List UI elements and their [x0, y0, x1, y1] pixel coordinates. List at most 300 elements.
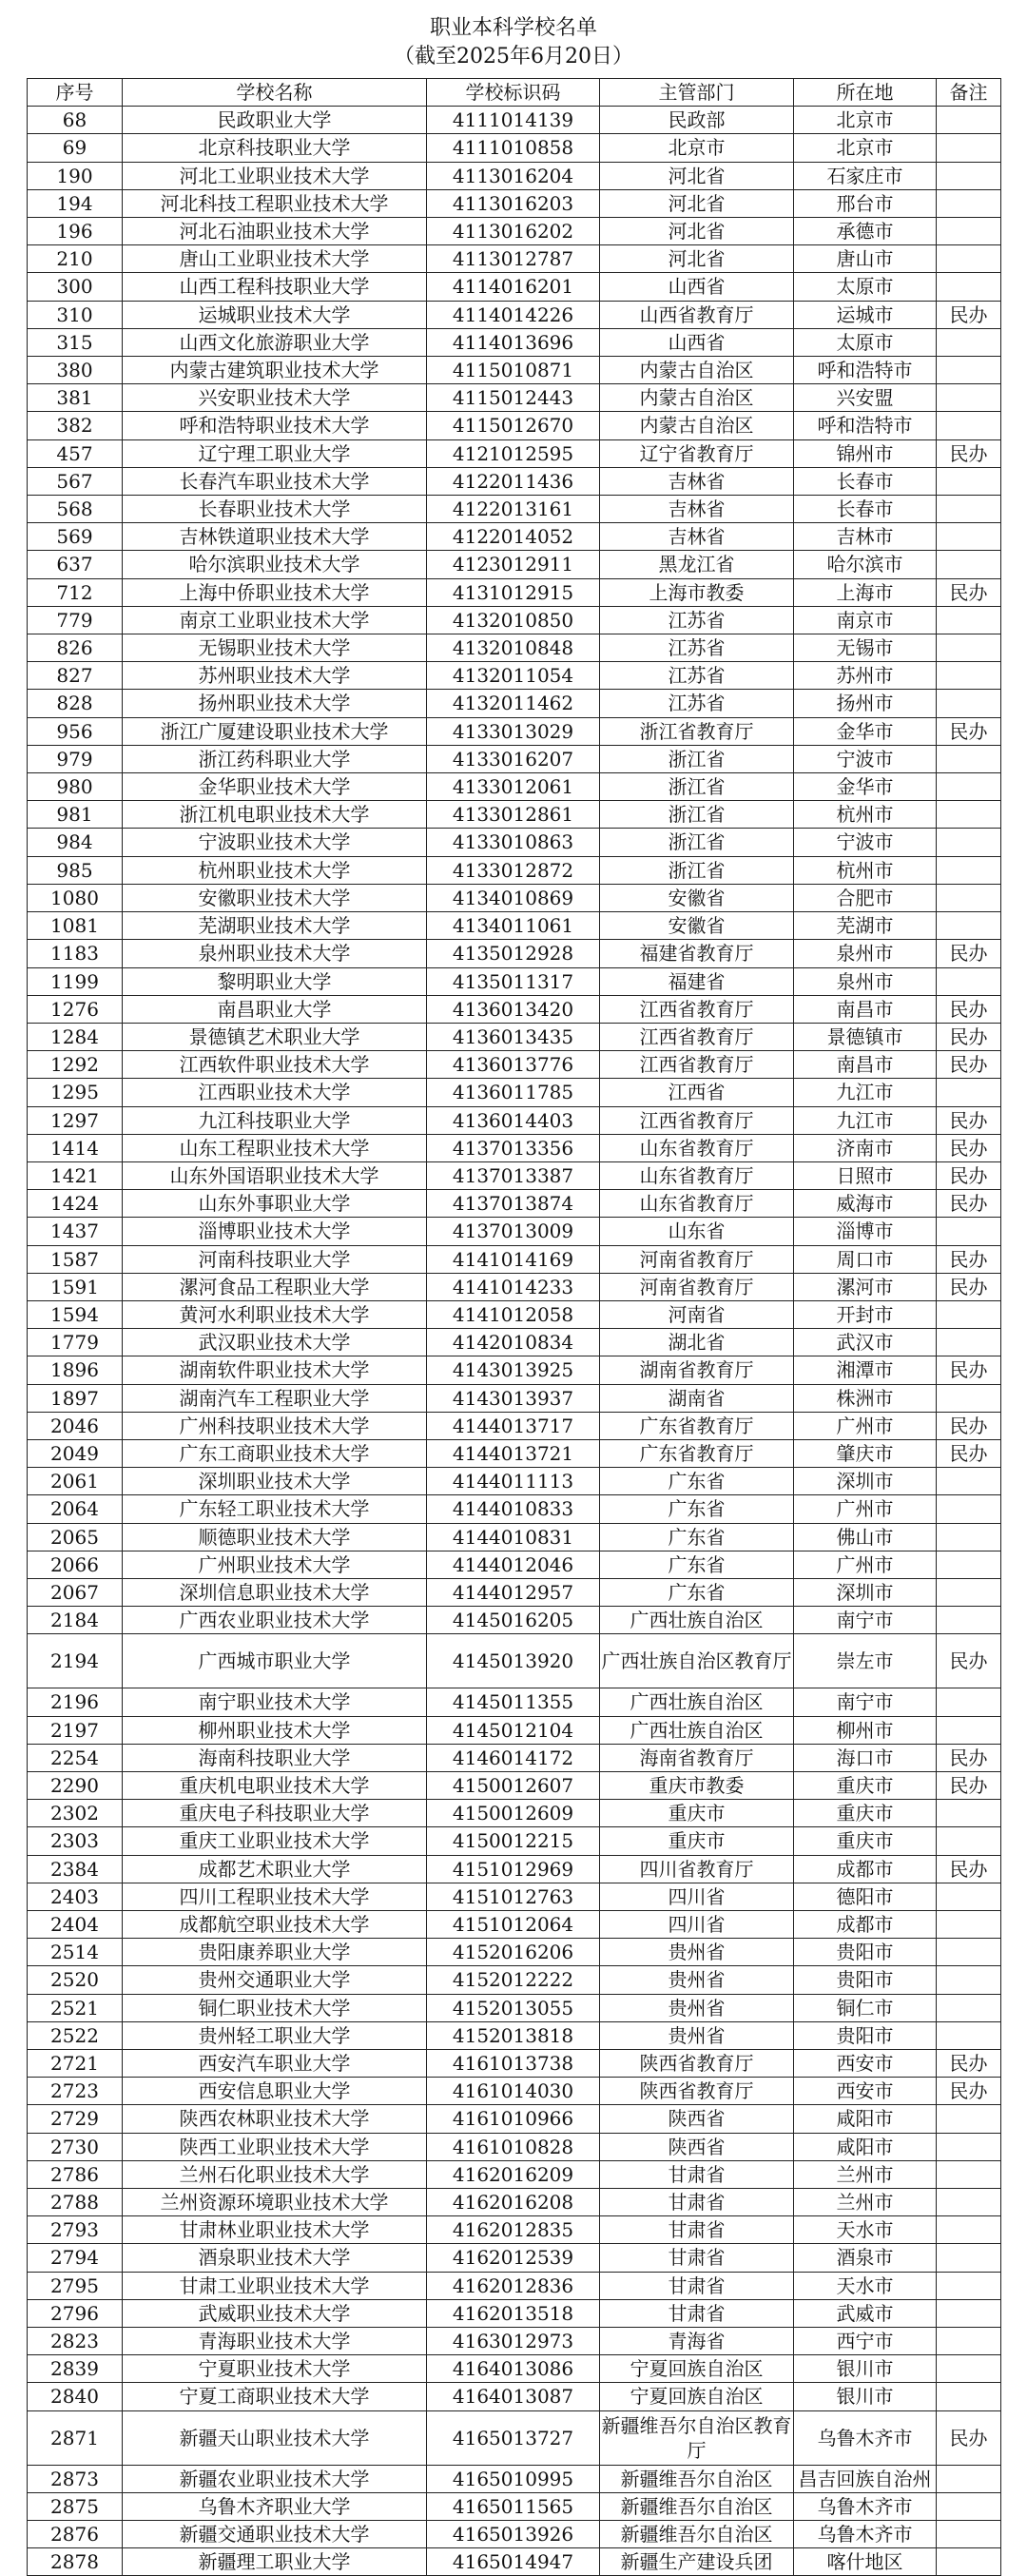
cell-department: 新疆维吾尔自治区 — [600, 2492, 794, 2520]
table-row — [28, 412, 1001, 439]
cell-remark — [937, 2272, 1001, 2299]
table-row — [28, 995, 1001, 1023]
header-school-name: 学校名称 — [123, 79, 427, 107]
cell-school-code: 4152016206 — [427, 1939, 600, 1966]
cell-location: 成都市 — [794, 1911, 937, 1939]
cell-location: 重庆市 — [794, 1800, 937, 1827]
cell-location: 深圳市 — [794, 1578, 937, 1606]
cell-serial: 2302 — [28, 1800, 123, 1827]
table-row — [28, 1273, 1001, 1300]
table-row — [28, 1495, 1001, 1523]
cell-serial: 2046 — [28, 1412, 123, 1439]
cell-department: 江苏省 — [600, 606, 794, 634]
cell-school-name: 柳州职业技术大学 — [123, 1716, 427, 1744]
cell-department: 上海市教委 — [600, 578, 794, 606]
cell-serial: 2303 — [28, 1827, 123, 1855]
cell-department: 陕西省教育厅 — [600, 2050, 794, 2078]
cell-serial: 2520 — [28, 1966, 123, 1994]
cell-school-code: 4122011436 — [427, 467, 600, 495]
cell-remark — [937, 1329, 1001, 1356]
table-row — [28, 1994, 1001, 2021]
cell-remark: 民办 — [937, 1771, 1001, 1799]
cell-department: 重庆市 — [600, 1827, 794, 1855]
cell-location: 运城市 — [794, 301, 937, 328]
table-row — [28, 523, 1001, 551]
cell-department: 广东省 — [600, 1578, 794, 1606]
cell-school-code: 4144010831 — [427, 1523, 600, 1551]
cell-serial: 2878 — [28, 2548, 123, 2576]
cell-department: 浙江省 — [600, 801, 794, 829]
cell-school-code: 4165013727 — [427, 2410, 600, 2465]
table-row — [28, 273, 1001, 301]
cell-remark — [937, 1551, 1001, 1578]
header-remark: 备注 — [937, 79, 1001, 107]
cell-department: 山东省 — [600, 1218, 794, 1245]
table-row — [28, 2021, 1001, 2049]
cell-location: 杭州市 — [794, 856, 937, 884]
cell-school-code: 4161010828 — [427, 2133, 600, 2160]
table-row — [28, 1800, 1001, 1827]
cell-school-code: 4136014403 — [427, 1106, 600, 1134]
table-row — [28, 1578, 1001, 1606]
cell-remark — [937, 1827, 1001, 1855]
cell-school-code: 4162016209 — [427, 2160, 600, 2188]
cell-department: 山西省教育厅 — [600, 301, 794, 328]
cell-remark — [937, 467, 1001, 495]
cell-school-code: 4150012607 — [427, 1771, 600, 1799]
cell-location: 景德镇市 — [794, 1023, 937, 1050]
cell-department: 广东省教育厅 — [600, 1439, 794, 1467]
cell-department: 广西壮族自治区教育厅 — [600, 1634, 794, 1688]
cell-school-code: 4134011061 — [427, 912, 600, 940]
cell-school-code: 4131012915 — [427, 578, 600, 606]
cell-remark — [937, 496, 1001, 523]
cell-location: 兰州市 — [794, 2160, 937, 2188]
cell-school-name: 武汉职业技术大学 — [123, 1329, 427, 1356]
cell-serial: 196 — [28, 218, 123, 245]
cell-school-code: 4165014947 — [427, 2548, 600, 2576]
cell-remark — [937, 829, 1001, 856]
cell-school-name: 广西农业职业技术大学 — [123, 1607, 427, 1634]
cell-school-code: 4114016201 — [427, 273, 600, 301]
cell-school-code: 4133010863 — [427, 829, 600, 856]
table-row — [28, 2272, 1001, 2299]
table-row — [28, 1716, 1001, 1744]
cell-school-name: 扬州职业技术大学 — [123, 690, 427, 717]
cell-remark — [937, 856, 1001, 884]
cell-remark — [937, 189, 1001, 217]
table-row — [28, 2299, 1001, 2327]
table-row — [28, 1966, 1001, 1994]
cell-remark — [937, 1994, 1001, 2021]
table-row — [28, 2216, 1001, 2244]
cell-department: 宁夏回族自治区 — [600, 2383, 794, 2410]
cell-school-name: 呼和浩特职业技术大学 — [123, 412, 427, 439]
cell-school-name: 乌鲁木齐职业大学 — [123, 2492, 427, 2520]
table-row — [28, 634, 1001, 662]
cell-department: 甘肃省 — [600, 2216, 794, 2244]
cell-remark — [937, 1883, 1001, 1910]
cell-serial: 1199 — [28, 967, 123, 995]
cell-serial: 2403 — [28, 1883, 123, 1910]
cell-serial: 300 — [28, 273, 123, 301]
cell-location: 邢台市 — [794, 189, 937, 217]
cell-location: 重庆市 — [794, 1771, 937, 1799]
header-school-code: 学校标识码 — [427, 79, 600, 107]
cell-school-name: 宁夏职业技术大学 — [123, 2355, 427, 2383]
cell-remark: 民办 — [937, 2410, 1001, 2465]
cell-school-code: 4114013696 — [427, 328, 600, 356]
cell-location: 武汉市 — [794, 1329, 937, 1356]
cell-school-name: 宁夏工商职业技术大学 — [123, 2383, 427, 2410]
cell-school-code: 4162016208 — [427, 2189, 600, 2216]
cell-serial: 1594 — [28, 1300, 123, 1328]
cell-location: 长春市 — [794, 496, 937, 523]
cell-serial: 1779 — [28, 1329, 123, 1356]
header-department: 主管部门 — [600, 79, 794, 107]
table-row — [28, 1523, 1001, 1551]
cell-remark — [937, 801, 1001, 829]
table-row — [28, 1161, 1001, 1189]
cell-remark — [937, 2133, 1001, 2160]
cell-school-code: 4151012969 — [427, 1855, 600, 1883]
cell-serial: 310 — [28, 301, 123, 328]
table-row — [28, 1911, 1001, 1939]
cell-location: 铜仁市 — [794, 1994, 937, 2021]
cell-department: 福建省 — [600, 967, 794, 995]
cell-serial: 69 — [28, 134, 123, 162]
cell-location: 苏州市 — [794, 662, 937, 690]
cell-school-code: 4164013087 — [427, 2383, 600, 2410]
cell-serial: 567 — [28, 467, 123, 495]
cell-serial: 2049 — [28, 1439, 123, 1467]
cell-remark — [937, 2328, 1001, 2355]
cell-school-code: 4146014172 — [427, 1744, 600, 1771]
table-row — [28, 218, 1001, 245]
cell-serial: 981 — [28, 801, 123, 829]
cell-school-name: 深圳信息职业技术大学 — [123, 1578, 427, 1606]
cell-department: 山西省 — [600, 328, 794, 356]
cell-remark: 民办 — [937, 1023, 1001, 1050]
cell-serial: 382 — [28, 412, 123, 439]
cell-serial: 1591 — [28, 1273, 123, 1300]
cell-location: 哈尔滨市 — [794, 551, 937, 578]
cell-location: 日照市 — [794, 1161, 937, 1189]
cell-location: 北京市 — [794, 107, 937, 134]
table-row — [28, 301, 1001, 328]
cell-serial: 2876 — [28, 2521, 123, 2548]
cell-remark — [937, 662, 1001, 690]
cell-remark — [937, 357, 1001, 384]
cell-school-name: 新疆交通职业技术大学 — [123, 2521, 427, 2548]
table-row — [28, 940, 1001, 967]
table-row — [28, 2078, 1001, 2105]
cell-location: 南宁市 — [794, 1607, 937, 1634]
table-row — [28, 1300, 1001, 1328]
cell-location: 银川市 — [794, 2383, 937, 2410]
cell-serial: 2839 — [28, 2355, 123, 2383]
table-row — [28, 2355, 1001, 2383]
cell-serial: 1897 — [28, 1384, 123, 1412]
header-serial: 序号 — [28, 79, 123, 107]
cell-school-name: 铜仁职业技术大学 — [123, 1994, 427, 2021]
cell-school-code: 4151012064 — [427, 1911, 600, 1939]
table-row — [28, 1827, 1001, 1855]
cell-school-name: 广东轻工职业技术大学 — [123, 1495, 427, 1523]
table-row — [28, 107, 1001, 134]
cell-location: 承德市 — [794, 218, 937, 245]
table-row — [28, 2050, 1001, 2078]
cell-department: 河北省 — [600, 162, 794, 189]
cell-department: 浙江省 — [600, 829, 794, 856]
table-row — [28, 1245, 1001, 1273]
cell-department: 民政部 — [600, 107, 794, 134]
cell-location: 呼和浩特市 — [794, 412, 937, 439]
table-row — [28, 1688, 1001, 1716]
cell-school-code: 4132011462 — [427, 690, 600, 717]
cell-location: 乌鲁木齐市 — [794, 2410, 937, 2465]
cell-location: 泉州市 — [794, 940, 937, 967]
table-row — [28, 578, 1001, 606]
cell-location: 兴安盟 — [794, 384, 937, 412]
table-row — [28, 384, 1001, 412]
cell-school-code: 4165011565 — [427, 2492, 600, 2520]
cell-location: 长春市 — [794, 467, 937, 495]
cell-school-code: 4144013717 — [427, 1412, 600, 1439]
cell-department: 内蒙古自治区 — [600, 357, 794, 384]
cell-school-code: 4122013161 — [427, 496, 600, 523]
cell-location: 金华市 — [794, 773, 937, 801]
cell-location: 西安市 — [794, 2050, 937, 2078]
cell-school-code: 4152013055 — [427, 1994, 600, 2021]
cell-remark: 民办 — [937, 1134, 1001, 1161]
cell-department: 江西省教育厅 — [600, 1051, 794, 1079]
cell-department: 河南省教育厅 — [600, 1273, 794, 1300]
cell-school-code: 4122014052 — [427, 523, 600, 551]
cell-location: 佛山市 — [794, 1523, 937, 1551]
cell-remark: 民办 — [937, 940, 1001, 967]
cell-location: 淄博市 — [794, 1218, 937, 1245]
table-row — [28, 2492, 1001, 2520]
cell-remark: 民办 — [937, 717, 1001, 745]
cell-school-code: 4123012911 — [427, 551, 600, 578]
cell-serial: 2823 — [28, 2328, 123, 2355]
cell-remark — [937, 2244, 1001, 2272]
cell-serial: 2875 — [28, 2492, 123, 2520]
table-row — [28, 1607, 1001, 1634]
cell-school-name: 唐山工业职业技术大学 — [123, 245, 427, 273]
cell-serial: 2196 — [28, 1688, 123, 1716]
cell-school-code: 4135011317 — [427, 967, 600, 995]
cell-serial: 1414 — [28, 1134, 123, 1161]
cell-serial: 380 — [28, 357, 123, 384]
cell-school-name: 西安汽车职业大学 — [123, 2050, 427, 2078]
cell-department: 内蒙古自治区 — [600, 384, 794, 412]
cell-remark — [937, 1939, 1001, 1966]
table-row — [28, 856, 1001, 884]
cell-location: 济南市 — [794, 1134, 937, 1161]
cell-location: 太原市 — [794, 328, 937, 356]
cell-school-code: 4162012539 — [427, 2244, 600, 2272]
cell-school-code: 4137013874 — [427, 1190, 600, 1218]
cell-school-code: 4113016202 — [427, 218, 600, 245]
cell-school-name: 无锡职业技术大学 — [123, 634, 427, 662]
cell-school-code: 4162012835 — [427, 2216, 600, 2244]
cell-remark — [937, 1079, 1001, 1106]
cell-school-name: 泉州职业技术大学 — [123, 940, 427, 967]
cell-location: 武威市 — [794, 2299, 937, 2327]
cell-location: 喀什地区 — [794, 2548, 937, 2576]
table-row — [28, 134, 1001, 162]
cell-school-code: 4136013776 — [427, 1051, 600, 1079]
cell-department: 新疆维吾尔自治区教育厅 — [600, 2410, 794, 2465]
cell-school-code: 4161013738 — [427, 2050, 600, 2078]
cell-location: 扬州市 — [794, 690, 937, 717]
cell-remark: 民办 — [937, 439, 1001, 467]
table-row — [28, 1939, 1001, 1966]
cell-school-name: 宁波职业技术大学 — [123, 829, 427, 856]
cell-school-code: 4133016207 — [427, 745, 600, 772]
cell-department: 广东省 — [600, 1551, 794, 1578]
cell-school-code: 4137013356 — [427, 1134, 600, 1161]
cell-school-name: 广州职业技术大学 — [123, 1551, 427, 1578]
cell-remark — [937, 1578, 1001, 1606]
cell-school-code: 4135012928 — [427, 940, 600, 967]
cell-school-code: 4141012058 — [427, 1300, 600, 1328]
cell-school-code: 4164013086 — [427, 2355, 600, 2383]
cell-department: 甘肃省 — [600, 2299, 794, 2327]
cell-location: 南宁市 — [794, 1688, 937, 1716]
cell-school-name: 广西城市职业大学 — [123, 1634, 427, 1688]
cell-school-code: 4144011113 — [427, 1468, 600, 1495]
cell-location: 乌鲁木齐市 — [794, 2492, 937, 2520]
cell-remark — [937, 384, 1001, 412]
cell-department: 江苏省 — [600, 634, 794, 662]
table-row — [28, 801, 1001, 829]
table-row — [28, 1883, 1001, 1910]
cell-remark: 民办 — [937, 995, 1001, 1023]
cell-location: 南京市 — [794, 606, 937, 634]
cell-school-name: 陕西农林职业技术大学 — [123, 2105, 427, 2133]
cell-school-name: 江西软件职业技术大学 — [123, 1051, 427, 1079]
table-row — [28, 690, 1001, 717]
cell-school-name: 西安信息职业大学 — [123, 2078, 427, 2105]
cell-location: 咸阳市 — [794, 2105, 937, 2133]
cell-department: 江西省教育厅 — [600, 1023, 794, 1050]
cell-serial: 210 — [28, 245, 123, 273]
cell-serial: 980 — [28, 773, 123, 801]
cell-school-code: 4163012973 — [427, 2328, 600, 2355]
cell-school-code: 4144012957 — [427, 1578, 600, 1606]
cell-serial: 985 — [28, 856, 123, 884]
cell-department: 山东省教育厅 — [600, 1134, 794, 1161]
table-row — [28, 745, 1001, 772]
cell-serial: 2729 — [28, 2105, 123, 2133]
cell-remark — [937, 107, 1001, 134]
cell-school-code: 4137013009 — [427, 1218, 600, 1245]
table-row — [28, 245, 1001, 273]
document-subtitle: （截至2025年6月20日） — [394, 45, 633, 68]
cell-location: 西安市 — [794, 2078, 937, 2105]
cell-school-code: 4132010850 — [427, 606, 600, 634]
cell-location: 湘潭市 — [794, 1356, 937, 1384]
table-row — [28, 2189, 1001, 2216]
cell-remark: 民办 — [937, 1245, 1001, 1273]
cell-serial: 381 — [28, 384, 123, 412]
cell-remark — [937, 218, 1001, 245]
table-row — [28, 1412, 1001, 1439]
cell-school-name: 兰州石化职业技术大学 — [123, 2160, 427, 2188]
cell-location: 株洲市 — [794, 1384, 937, 1412]
cell-department: 贵州省 — [600, 1994, 794, 2021]
cell-remark — [937, 1218, 1001, 1245]
cell-serial: 315 — [28, 328, 123, 356]
cell-school-code: 4115012443 — [427, 384, 600, 412]
cell-location: 宁波市 — [794, 745, 937, 772]
cell-school-name: 贵阳康养职业大学 — [123, 1939, 427, 1966]
cell-department: 山东省教育厅 — [600, 1190, 794, 1218]
cell-serial: 2840 — [28, 2383, 123, 2410]
cell-department: 新疆维吾尔自治区 — [600, 2521, 794, 2548]
cell-department: 江西省教育厅 — [600, 995, 794, 1023]
cell-department: 安徽省 — [600, 884, 794, 911]
cell-remark — [937, 1607, 1001, 1634]
cell-remark — [937, 1966, 1001, 1994]
cell-remark — [937, 273, 1001, 301]
cell-remark — [937, 2160, 1001, 2188]
cell-department: 四川省 — [600, 1911, 794, 1939]
cell-school-code: 4141014233 — [427, 1273, 600, 1300]
cell-school-name: 黎明职业大学 — [123, 967, 427, 995]
cell-location: 上海市 — [794, 578, 937, 606]
cell-school-name: 淄博职业技术大学 — [123, 1218, 427, 1245]
cell-location: 开封市 — [794, 1300, 937, 1328]
cell-serial: 2514 — [28, 1939, 123, 1966]
cell-location: 太原市 — [794, 273, 937, 301]
cell-serial: 1587 — [28, 1245, 123, 1273]
cell-location: 成都市 — [794, 1855, 937, 1883]
cell-school-name: 河北科技工程职业技术大学 — [123, 189, 427, 217]
table-row — [28, 912, 1001, 940]
cell-department: 浙江省 — [600, 856, 794, 884]
cell-department: 贵州省 — [600, 2021, 794, 2049]
cell-school-name: 浙江机电职业技术大学 — [123, 801, 427, 829]
cell-remark — [937, 1495, 1001, 1523]
cell-school-code: 4113016203 — [427, 189, 600, 217]
cell-serial: 826 — [28, 634, 123, 662]
cell-school-code: 4132010848 — [427, 634, 600, 662]
cell-school-code: 4165013926 — [427, 2521, 600, 2548]
cell-department: 陕西省 — [600, 2133, 794, 2160]
cell-serial: 1424 — [28, 1190, 123, 1218]
cell-school-name: 贵州交通职业大学 — [123, 1966, 427, 1994]
cell-school-name: 河北工业职业技术大学 — [123, 162, 427, 189]
cell-serial: 1183 — [28, 940, 123, 967]
cell-department: 吉林省 — [600, 523, 794, 551]
cell-school-code: 4113012787 — [427, 245, 600, 273]
cell-remark: 民办 — [937, 1356, 1001, 1384]
cell-school-name: 南京工业职业技术大学 — [123, 606, 427, 634]
table-row — [28, 1356, 1001, 1384]
cell-remark: 民办 — [937, 1190, 1001, 1218]
table-body — [28, 107, 1001, 2576]
cell-school-code: 4144013721 — [427, 1439, 600, 1467]
cell-serial: 637 — [28, 551, 123, 578]
cell-school-code: 4133012861 — [427, 801, 600, 829]
table-row — [28, 884, 1001, 911]
cell-school-name: 吉林铁道职业技术大学 — [123, 523, 427, 551]
cell-serial: 1080 — [28, 884, 123, 911]
